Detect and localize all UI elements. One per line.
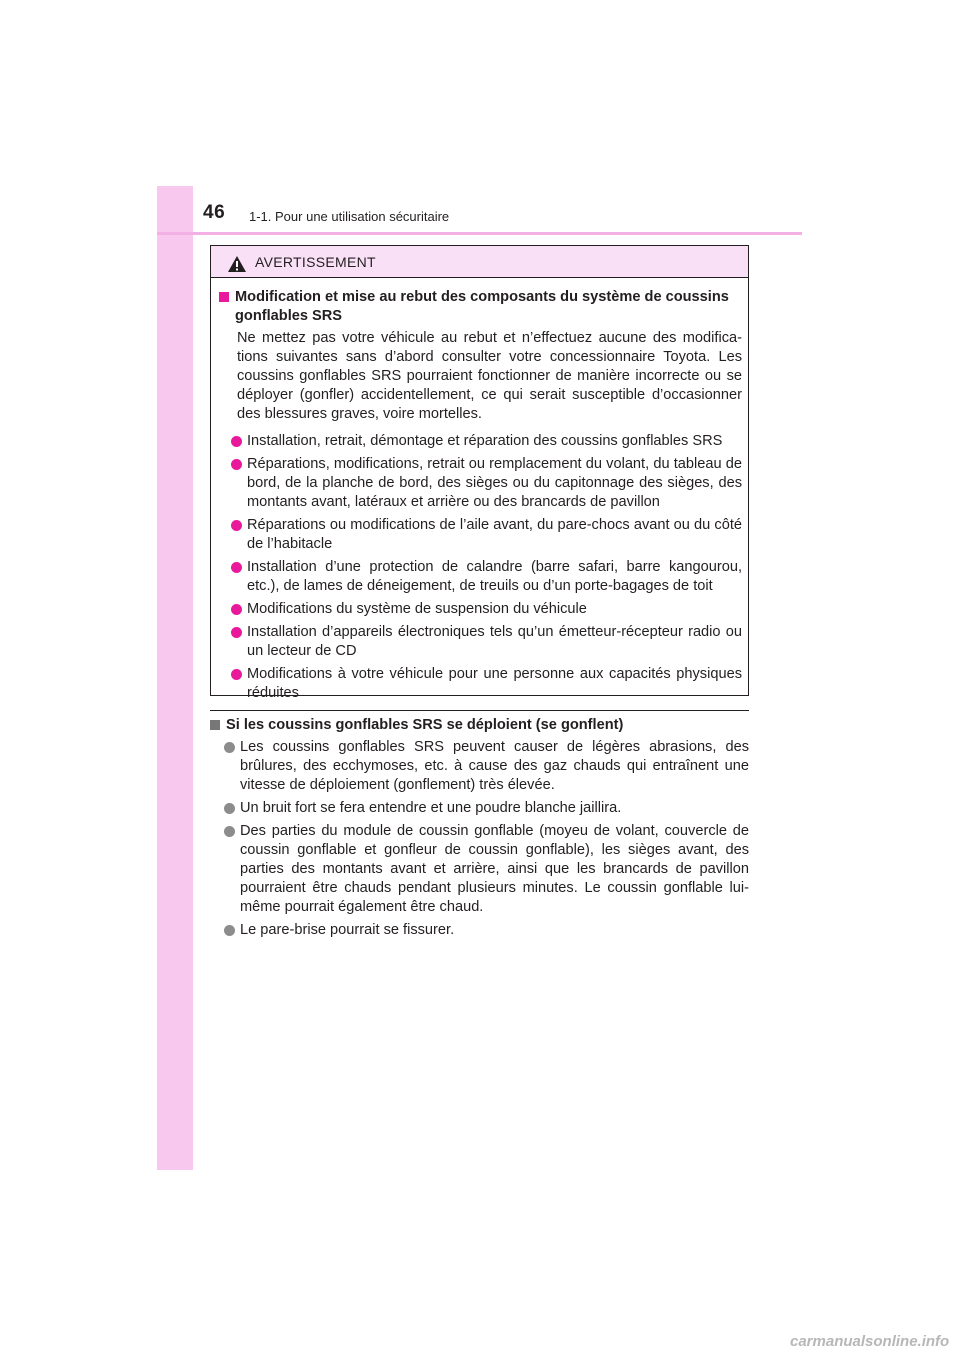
list-item: Modifications à votre véhicule pour une personne aux capacités physiques réduites — [231, 665, 742, 703]
bullet-dot-icon — [231, 520, 242, 531]
warning-triangle-icon — [227, 255, 247, 273]
list-item: Le pare-brise pourrait se fissurer. — [224, 921, 749, 940]
bullet-dot-icon — [224, 826, 235, 837]
list-item: Installation, retrait, démontage et réparation des coussins gonflables SRS — [231, 432, 742, 451]
page-number: 46 — [203, 202, 226, 223]
warning-label: AVERTISSEMENT — [255, 253, 376, 270]
list-item: Les coussins gonflables SRS peuvent causer de légères abrasions, des brûlures, des ecchymoses, etc. à cause des gaz chauds qui entraînent une vitesse de déploiement (gonflement) très élevée. — [224, 738, 749, 795]
list-item: Des parties du module de coussin gonflable (moyeu de volant, couvercle de coussin gonflable et gonfleur de coussin gonflable), les sièges avant, des parties des montants avant et arrière, ainsi que les brancards de pavillon pourraient être chauds pendant plusieurs minutes. Le coussin gonflable lui-même pourrait également être chaud. — [224, 822, 749, 917]
warning-box — [210, 245, 749, 701]
list-item: Installation d’appareils électroniques tels qu’un émetteur-récepteur radio ou un lecteur de CD — [231, 623, 742, 661]
bullet-dot-icon — [224, 925, 235, 936]
bullet-dot-icon — [231, 604, 242, 615]
bullet-dot-icon — [224, 742, 235, 753]
square-bullet-icon — [210, 720, 220, 730]
warning-heading-text: Modification et mise au rebut des composants du système de coussins gonflables SRS — [235, 289, 729, 324]
list-item: Modifications du système de suspension du véhicule — [231, 600, 742, 619]
bullet-dot-icon — [231, 436, 242, 447]
square-bullet-icon — [219, 292, 229, 302]
warning-heading — [219, 288, 742, 326]
info-section — [210, 716, 749, 944]
header-rule — [157, 232, 802, 235]
list-item: Installation d’une protection de calandre (barre safari, barre kangourou, etc.), de lames de déneigement, de treuils ou d’un porte-bagages de toit — [231, 558, 742, 596]
list-item: Un bruit fort se fera entendre et une poudre blanche jaillira. — [224, 799, 749, 818]
section-divider — [210, 710, 749, 711]
info-heading — [210, 716, 749, 735]
bullet-dot-icon — [231, 562, 242, 573]
bullet-dot-icon — [224, 803, 235, 814]
bullet-dot-icon — [231, 627, 242, 638]
warning-body — [211, 278, 748, 703]
bullet-dot-icon — [231, 459, 242, 470]
watermark-logo: carmanualsonline.info — [790, 1333, 950, 1350]
warning-header — [211, 246, 748, 278]
list-item: Réparations, modifications, retrait ou remplacement du volant, du tableau de bord, de la planche de bord, des sièges ou du capitonnage des sièges, des montants avant, latéraux et arrière ou des brancards de pavillon — [231, 455, 742, 512]
info-heading-text: Si les coussins gonflables SRS se déploient (se gonflent) — [226, 717, 624, 733]
side-color-band — [157, 186, 193, 1170]
warning-paragraph: Ne mettez pas votre véhicule au rebut et n’effectuez aucune des modifications suivantes sans d’abord consulter votre concessionnaire Toyota. Les coussins gonflables SRS pourraient fonctionner de manière incorrecte ou se déployer (gonfler) accidentellement, ce qui serait susceptible d’occasionner des blessures graves, voire mortelles. — [237, 330, 742, 422]
list-item: Réparations ou modifications de l’aile avant, du pare-chocs avant ou du côté de l’habitacle — [231, 516, 742, 554]
warning-list — [219, 432, 742, 703]
section-title: 1-1. Pour une utilisation sécuritaire — [249, 209, 450, 224]
bullet-dot-icon — [231, 669, 242, 680]
info-list — [210, 738, 749, 940]
